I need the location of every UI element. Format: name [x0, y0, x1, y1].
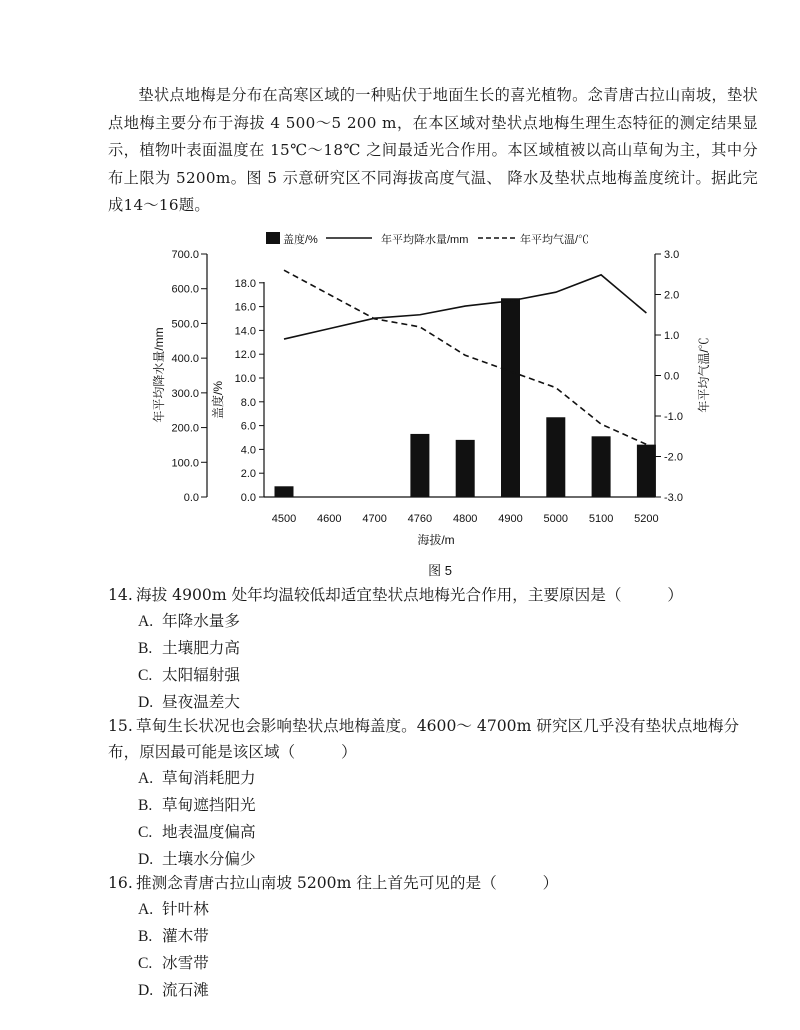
question-paren-close: ） — [542, 874, 559, 892]
precip-tick-label: 600.0 — [171, 283, 199, 296]
option-b[interactable]: B. 土壤肥力高 — [138, 639, 240, 657]
question-paren-close: ） — [667, 586, 684, 604]
option-b[interactable]: B. 灌木带 — [138, 927, 209, 945]
temp-tick-label: 0.0 — [664, 370, 680, 383]
coverage-tick-label: 6.0 — [240, 420, 256, 433]
precip-tick-label: 200.0 — [171, 422, 199, 435]
coverage-bar — [410, 434, 429, 497]
option-d[interactable]: D. 昼夜温差大 — [138, 693, 240, 711]
x-tick-label: 5200 — [634, 513, 659, 525]
coverage-tick-label: 18.0 — [234, 277, 256, 290]
x-tick-label: 5100 — [588, 513, 614, 525]
question-stem — [108, 713, 763, 765]
coverage-tick-label: 16.0 — [234, 301, 256, 314]
x-tick-label: 4600 — [317, 513, 342, 525]
x-tick-label: 4500 — [271, 513, 297, 525]
legend-precip-label: 年平均降水量/mm — [381, 234, 469, 246]
figure-caption: 图 5 — [428, 563, 452, 578]
question-stem — [108, 870, 763, 896]
coverage-tick-label: 12.0 — [234, 349, 256, 362]
option-a[interactable]: A. 草甸消耗肥力 — [138, 769, 256, 787]
question-number: 16. — [108, 874, 133, 892]
precip-tick-label: 400.0 — [171, 353, 199, 366]
precip-tick-label: 300.0 — [171, 387, 199, 400]
question-stem — [108, 582, 763, 608]
option-c[interactable]: C. 地表温度偏高 — [138, 823, 256, 841]
coverage-tick-label: 14.0 — [234, 325, 256, 338]
temp-tick-label: -2.0 — [664, 451, 683, 464]
option-d[interactable]: D. 流石滩 — [138, 981, 209, 999]
coverage-bar — [501, 298, 520, 497]
coverage-bar — [546, 417, 565, 497]
x-tick-label: 5000 — [543, 513, 569, 525]
option-c[interactable]: C. 太阳辐射强 — [138, 666, 240, 684]
coverage-axis-label: 盖度/% — [211, 380, 225, 420]
question-text: 推测念青唐古拉山南坡 5200m 往上首先可见的是（ — [136, 874, 497, 892]
temp-tick-label: 3.0 — [664, 249, 680, 261]
option-a[interactable]: A. 年降水量多 — [138, 612, 240, 630]
temp-tick-label: -3.0 — [664, 492, 683, 504]
precip-tick-label: 0.0 — [183, 492, 199, 504]
x-tick-label: 4900 — [498, 513, 523, 525]
question-15 — [108, 713, 763, 873]
option-c[interactable]: C. 冰雪带 — [138, 954, 209, 972]
coverage-bar — [275, 486, 294, 497]
temp-tick-label: 2.0 — [664, 289, 680, 302]
precip-tick-label: 700.0 — [171, 249, 199, 261]
option-d[interactable]: D. 土壤水分偏少 — [138, 850, 256, 868]
precip-axis-label: 年平均降水量/mm — [152, 327, 166, 423]
legend-coverage-label: 盖度/% — [283, 234, 318, 246]
question-16 — [108, 870, 763, 1004]
coverage-tick-label: 10.0 — [234, 373, 256, 385]
legend-temp-label: 年平均气温/℃ — [520, 234, 590, 246]
option-b[interactable]: B. 草甸遮挡阳光 — [138, 796, 256, 814]
x-axis-label: 海拔/m — [417, 533, 455, 547]
temp-tick-label: 1.0 — [664, 330, 680, 342]
figure-5-chart — [0, 220, 800, 590]
temp-series-line — [284, 270, 646, 444]
coverage-bar — [592, 436, 611, 497]
temp-axis-label: 年平均气温/℃ — [697, 337, 711, 413]
question-number: 15. — [108, 717, 133, 735]
option-a[interactable]: A. 针叶林 — [138, 900, 209, 918]
legend-bar-swatch — [266, 232, 280, 244]
coverage-tick-label: 0.0 — [240, 492, 256, 504]
precip-series-line — [284, 275, 646, 339]
question-paren-close: ） — [341, 743, 357, 761]
coverage-tick-label: 8.0 — [240, 396, 256, 409]
coverage-tick-label: 2.0 — [240, 468, 256, 481]
question-text: 海拔 4900m 处年均温较低却适宜垫状点地梅光合作用，主要原因是（ — [136, 586, 622, 604]
precip-tick-label: 500.0 — [171, 318, 199, 331]
x-tick-label: 4700 — [362, 513, 387, 525]
question-text: 草甸生长状况也会影响垫状点地梅盖度。4600～ 4700m 研究区几乎没有垫状点地梅分布，原因最可能是该区域（ — [108, 717, 740, 761]
x-tick-label: 4800 — [452, 513, 478, 525]
coverage-bar — [637, 445, 656, 497]
coverage-tick-label: 4.0 — [240, 444, 256, 457]
question-14 — [108, 582, 763, 716]
intro-paragraph: 垫状点地梅是分布在高寒区域的一种贴伏于地面生长的喜光植物。念青唐古拉山南坡，垫状点地梅主要分布于海拔 4 500～5 200 m，在本区域对垫状点地梅生理生态特征的测定结果显示，植物叶表面温度在 15℃～18℃ 之间最适光合作用。本区域植被以高山草甸为主，其中分布上限为 5200m。图 5 示意研究区不同海拔高度气温、 降水及垫状点地梅盖度统计。据此完成14～16题。 — [108, 86, 758, 214]
coverage-bar — [456, 440, 475, 497]
question-number: 14. — [108, 586, 133, 604]
temp-tick-label: -1.0 — [664, 411, 683, 423]
x-tick-label: 4760 — [407, 513, 433, 525]
precip-tick-label: 100.0 — [171, 457, 199, 470]
